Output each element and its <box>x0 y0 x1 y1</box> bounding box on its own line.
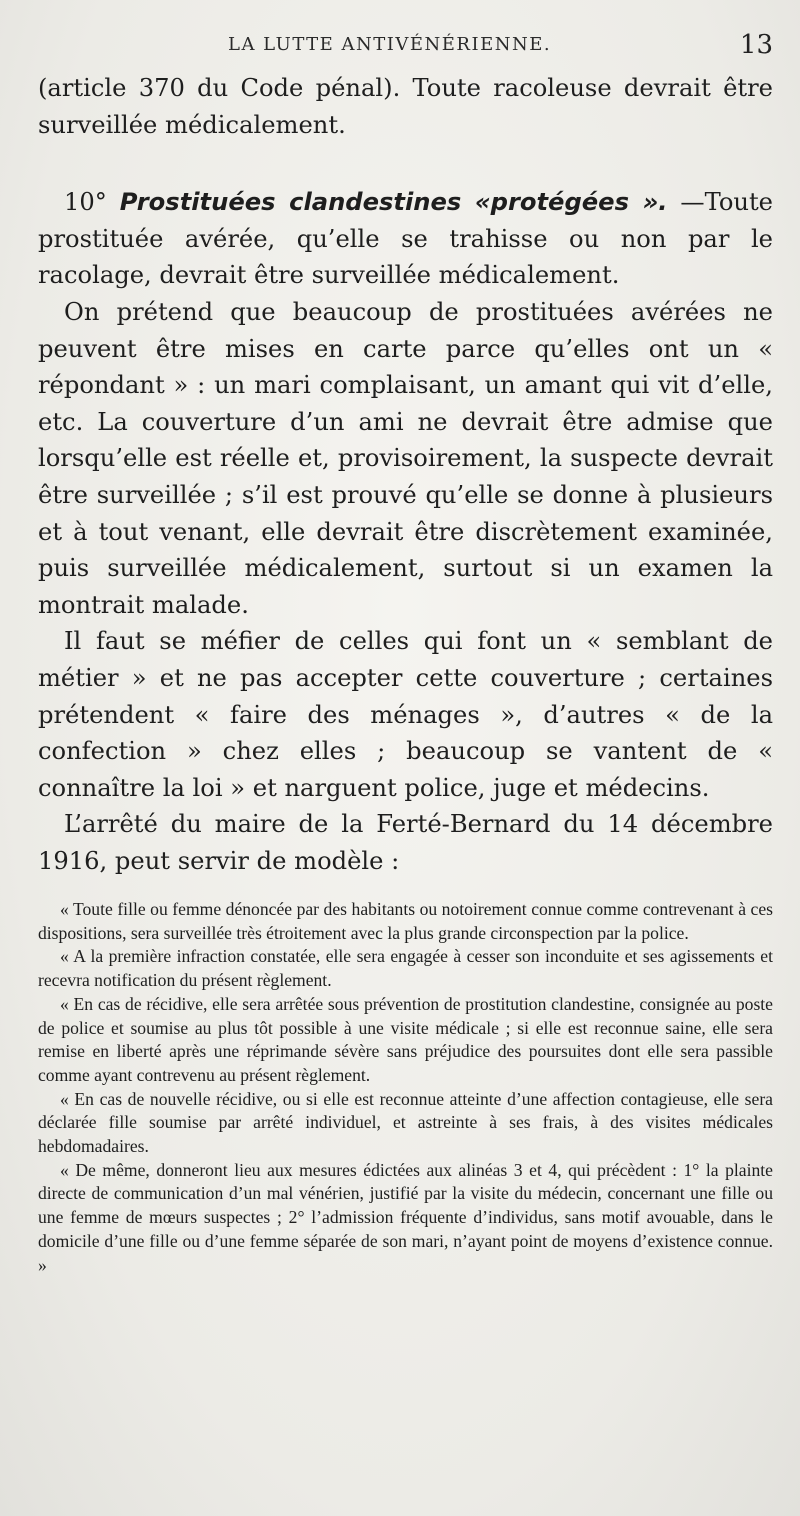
section-number: 10° <box>64 188 107 217</box>
quote-paragraph: « Toute fille ou femme dénoncée par des habitants ou notoirement connue comme contrevenant à ces dispositions, sera surveillée très étroitement avec la plus grande circonspection par la police. <box>38 899 773 943</box>
quote-paragraph: « En cas de récidive, elle sera arrêtée sous prévention de prostitution clandestine, consignée au poste de police et soumise au plus tôt possible à une visite médicale ; si elle est reconnue saine, elle sera remise en liberté après une réprimande sévère sans préjudice des poursuites dont elle sera passible comme ayant contrevenu au présent règlement. <box>38 993 773 1085</box>
paragraph: L’arrêté du maire de la Ferté-Bernard du 14 décembre 1916, peut servir de modèle : <box>38 810 773 875</box>
section-paragraph <box>38 184 773 294</box>
paragraph: Il faut se méfier de celles qui font un « semblant de métier » et ne pas accepter cette couverture ; certaines prétendent « faire des ménages », d’autres « de la confection » chez elles ; beaucoup se vantent de « connaître la loi » et narguent police, juge et médecins. <box>38 627 773 802</box>
main-text <box>38 70 773 879</box>
page-number: 13 <box>739 30 773 60</box>
quote-paragraph: « De même, donneront lieu aux mesures édictées aux alinéas 3 et 4, qui précèdent : 1° la plainte directe de communication d’un mal vénérien, justifié par la visite du médecin, concernant une fille ou une femme de mœurs suspectes ; 2° l’admission fréquente d’individus, sans motif avouable, dans le domicile d’une fille ou d’une femme séparée de son mari, n’ayant point de moyens d’existence connue. » <box>38 1159 773 1275</box>
page-header <box>38 30 773 64</box>
decree-quotation <box>38 898 773 1277</box>
paragraph: On prétend que beaucoup de prostituées avérées ne peuvent être mises en carte parce qu’elles ont un « répondant » : un mari complaisant, un amant qui vit d’elle, etc. La couverture d’un ami ne devrait être admise que lorsqu’elle est réelle et, provisoirement, la suspecte devrait être surveillée ; s’il est prouvé qu’elle se donne à plusieurs et à tout venant, elle devrait être discrètement examinée, puis surveillée médicalement, surtout si un examen la montrait malade. <box>38 297 773 619</box>
quote-paragraph: « En cas de nouvelle récidive, ou si elle est reconnue atteinte d’une affection contagieuse, elle sera déclarée fille soumise par arrêté individuel, et astreinte à ses frais, à des visites médicales hebdomadaires. <box>38 1088 773 1157</box>
running-title: LA LUTTE ANTIVÉNÉRIENNE. <box>228 34 552 55</box>
paragraph-continuation: (article 370 du Code pénal). Toute racoleuse devrait être surveillée médicalement. <box>38 74 773 139</box>
section-title: Prostituées clandestines «protégées ». <box>119 188 668 217</box>
section-text: —Toute prostituée avérée, qu’elle se trahisse ou non par le racolage, devrait être surveillée médicalement. <box>38 188 773 290</box>
quote-paragraph: « A la première infraction constatée, elle sera engagée à cesser son inconduite et ses agissements et recevra notification du présent règlement. <box>38 946 773 991</box>
